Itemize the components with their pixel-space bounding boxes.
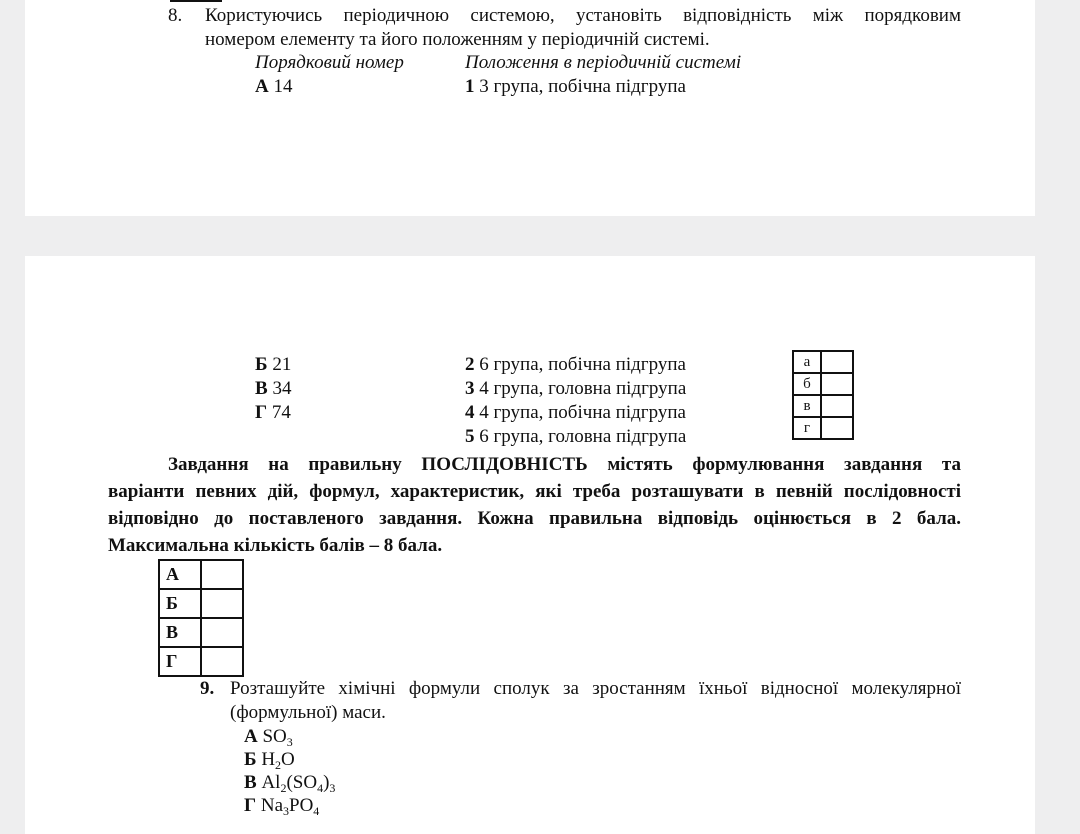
table-border-fragment: [170, 0, 222, 2]
task8-answer-grid: [792, 350, 854, 440]
answer-row-label: а: [793, 351, 821, 373]
answer-cell[interactable]: [821, 417, 853, 439]
option-left-v: В 34: [255, 378, 292, 399]
task9-text-line1: Розташуйте хімічні формули сполук за зростанням їхньої відносної молекулярної: [230, 678, 961, 699]
column-header-ordinal: Порядковий номер: [255, 52, 404, 73]
answer-row: [793, 395, 853, 417]
answer-row: [793, 373, 853, 395]
task8-text-line2: номером елементу та його положенням у періодичній системі.: [205, 29, 710, 50]
answer-cell[interactable]: [201, 560, 243, 589]
answer-cell[interactable]: [821, 373, 853, 395]
sequence-intro-line3: відповідно до поставленого завдання. Кожна правильна відповідь оцінюється в 2 бала.: [108, 508, 961, 529]
answer-row: [159, 618, 243, 647]
sequence-intro-line4: Максимальна кількість балів – 8 бала.: [108, 535, 443, 556]
answer-cell[interactable]: [821, 351, 853, 373]
answer-row-label: б: [793, 373, 821, 395]
answer-row-label: Г: [159, 647, 201, 676]
sequence-answer-grid: [158, 559, 244, 677]
document-page-2: [25, 256, 1035, 834]
answer-row-label: в: [793, 395, 821, 417]
task9-number: 9.: [200, 678, 215, 699]
formula-option-b: Б $H_2O$: [244, 749, 295, 772]
answer-row-label: В: [159, 618, 201, 647]
formula-option-v: В $Al_2(SO_4)_3$: [244, 772, 336, 795]
option-right-4: 4 4 група, побічна підгрупа: [465, 402, 686, 423]
option-right-1: 1 3 група, побічна підгрупа: [465, 76, 686, 97]
task9-text-line2: (формульної) маси.: [230, 702, 386, 723]
document-page-1: [25, 0, 1035, 216]
column-header-position: Положення в періодичній системі: [465, 52, 742, 73]
option-left-a: А 14: [255, 76, 293, 97]
option-right-5: 5 6 група, головна підгрупа: [465, 426, 687, 447]
sequence-intro-line1: Завдання на правильну ПОСЛІДОВНІСТЬ містять формулювання завдання та: [168, 454, 961, 475]
answer-row: [793, 351, 853, 373]
option-right-2: 2 6 група, побічна підгрупа: [465, 354, 686, 375]
answer-row: [793, 417, 853, 439]
task8-text-line1: Користуючись періодичною системою, установіть відповідність між порядковим: [205, 5, 961, 26]
sequence-intro-line2: варіанти певних дій, формул, характеристик, які треба розташувати в певній послідовності: [108, 481, 961, 502]
option-left-b: Б 21: [255, 354, 292, 375]
answer-row: [159, 647, 243, 676]
answer-cell[interactable]: [821, 395, 853, 417]
answer-cell[interactable]: [201, 647, 243, 676]
option-left-g: Г 74: [255, 402, 291, 423]
formula-option-g: Г $Na_3PO_4$: [244, 795, 320, 818]
task8-number: 8.: [168, 5, 183, 26]
answer-row-label: А: [159, 560, 201, 589]
answer-row: [159, 560, 243, 589]
formula-option-a: А $SO_3$: [244, 726, 293, 749]
option-right-3: 3 4 група, головна підгрупа: [465, 378, 687, 399]
answer-row-label: Б: [159, 589, 201, 618]
answer-cell[interactable]: [201, 589, 243, 618]
answer-cell[interactable]: [201, 618, 243, 647]
answer-row-label: г: [793, 417, 821, 439]
answer-row: [159, 589, 243, 618]
